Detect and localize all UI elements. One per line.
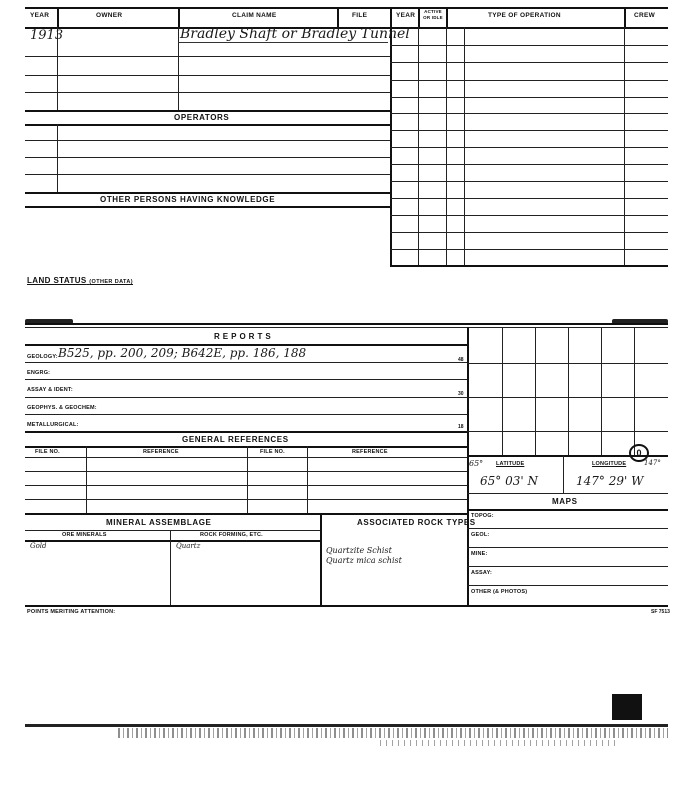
assay-label: ASSAY & IDENT: <box>27 387 73 393</box>
row-line <box>25 92 390 93</box>
divider <box>57 7 59 27</box>
scan-noise <box>118 728 668 738</box>
engrg-label: ENGRG: <box>27 370 51 376</box>
mineral-assemblage-title: MINERAL ASSEMBLAGE <box>106 518 212 527</box>
row-line <box>25 471 467 472</box>
operators-title: OPERATORS <box>174 113 230 122</box>
divider <box>446 7 448 27</box>
row-line <box>390 113 668 114</box>
divider <box>418 7 420 27</box>
land-status-sub: (OTHER DATA) <box>89 279 133 285</box>
row-line <box>25 499 467 500</box>
latitude-prefix: 65° <box>469 459 484 468</box>
row-line <box>390 198 668 199</box>
col-line <box>170 530 171 605</box>
header-active-or-idle: ACTIVE OR IDLE <box>423 9 443 20</box>
row-line <box>25 485 467 486</box>
associated-rock-2: Quartz mica schist <box>326 556 402 565</box>
associated-rock-1: Quartzite Schist <box>326 546 392 555</box>
col-line <box>446 27 447 265</box>
row-line <box>25 457 467 458</box>
col-line <box>178 27 179 110</box>
row-line <box>25 605 668 607</box>
maps-geol-label: GEOL: <box>471 532 490 538</box>
row-line <box>390 130 668 131</box>
header-file: FILE <box>352 12 368 19</box>
maps-other-label: OTHER (& PHOTOS) <box>471 589 528 595</box>
row-line <box>25 397 467 398</box>
row-line <box>467 528 668 529</box>
row-line <box>25 446 467 448</box>
col-line <box>57 124 58 192</box>
rock-forming-header: ROCK FORMING, ETC. <box>200 532 263 538</box>
row-line <box>25 75 390 76</box>
row-line <box>25 379 467 380</box>
row-line <box>25 513 467 515</box>
rock-forming-value: Quartz <box>176 542 201 550</box>
row-line <box>390 147 668 148</box>
geophys-label: GEOPHYS. & GEOCHEM: <box>27 405 97 411</box>
scan-noise <box>380 740 620 746</box>
row-line <box>467 585 668 586</box>
col-line <box>464 27 465 265</box>
land-status-text: LAND STATUS <box>27 276 87 285</box>
row-line <box>390 232 668 233</box>
reference-header: REFERENCE <box>143 449 179 455</box>
header-year-2: YEAR <box>396 12 416 19</box>
header-type-of-operation: TYPE OF OPERATION <box>488 12 561 19</box>
file-no-header: FILE NO. <box>35 449 60 455</box>
points-meriting-attention-label: POINTS MERITING ATTENTION: <box>27 609 116 615</box>
row-line <box>467 547 668 548</box>
maps-assay-label: ASSAY: <box>471 570 493 576</box>
longitude-suffix: 147° <box>644 459 661 467</box>
row-line <box>25 124 390 126</box>
longitude-label: LONGITUDE <box>592 461 627 467</box>
grid-col <box>502 327 503 455</box>
row-line <box>390 181 668 182</box>
col-line <box>247 446 248 513</box>
grid-col <box>634 327 635 455</box>
header-claim-name: CLAIM NAME <box>232 12 277 19</box>
land-status-label <box>27 276 133 285</box>
row-line <box>25 192 390 194</box>
top-border <box>25 7 668 9</box>
col-line <box>86 446 87 513</box>
row-line <box>390 97 668 98</box>
row-line <box>25 431 467 433</box>
col-line <box>307 446 308 513</box>
row-line <box>390 265 668 267</box>
reference-header-2: REFERENCE <box>352 449 388 455</box>
row-line <box>467 493 668 494</box>
file-no-header-2: FILE NO. <box>260 449 285 455</box>
row-line <box>390 215 668 216</box>
latitude-value: 65° 03' N <box>480 474 538 488</box>
geology-value: B525, pp. 200, 209; B642E, pp. 186, 188 <box>58 346 307 360</box>
associated-rock-types-title: ASSOCIATED ROCK TYPES <box>357 518 476 527</box>
margin-number: 48 <box>458 357 464 363</box>
header-crew: CREW <box>634 12 656 19</box>
row-line <box>390 249 668 250</box>
grid-col <box>601 327 602 455</box>
row-line <box>25 414 467 415</box>
row-line <box>25 362 467 363</box>
grid-row <box>467 397 668 398</box>
geology-label: GEOLOGY: <box>27 354 58 360</box>
row-line <box>25 110 390 112</box>
metallurgical-label: METALLURGICAL: <box>27 422 79 428</box>
row-line <box>25 157 390 158</box>
circled-mark: 0 <box>629 444 649 462</box>
row-line <box>467 566 668 567</box>
header-year: YEAR <box>30 12 50 19</box>
row-line <box>25 56 390 57</box>
bottom-top-border <box>25 323 668 325</box>
grid-col <box>535 327 536 455</box>
latitude-label: LATITUDE <box>496 461 525 467</box>
grid-col <box>568 327 569 455</box>
row-line <box>25 540 320 542</box>
col-line <box>418 27 419 265</box>
row-line <box>25 530 320 531</box>
lower-edge <box>25 724 668 727</box>
margin-number: 30 <box>458 391 464 397</box>
header-owner: OWNER <box>96 12 123 19</box>
row-line <box>390 45 668 46</box>
claim-name-value: Bradley Shaft or Bradley Tunnel <box>180 26 410 42</box>
margin-number: 18 <box>458 424 464 430</box>
claim-year-value: 1913 <box>30 28 64 43</box>
row-line <box>390 80 668 81</box>
bottom-top-border-2 <box>25 327 668 328</box>
form-number: SF 7513 <box>651 609 670 615</box>
divider <box>178 7 180 27</box>
grid-row <box>467 363 668 364</box>
col-line <box>624 27 625 265</box>
maps-topog-label: TOPOG: <box>471 513 494 519</box>
maps-title: MAPS <box>552 497 578 506</box>
grid-row <box>467 431 668 432</box>
row-line <box>25 206 390 208</box>
general-references-title: GENERAL REFERENCES <box>182 435 289 444</box>
longitude-value: 147° 29' W <box>576 474 644 488</box>
lat-long-divider <box>563 455 564 493</box>
maps-mine-label: MINE: <box>471 551 488 557</box>
col-line <box>320 513 322 605</box>
reports-title: REPORTS <box>214 332 274 341</box>
row-line <box>390 164 668 165</box>
ore-mineral-value: Gold <box>30 542 47 550</box>
divider <box>624 7 626 27</box>
row-line <box>390 62 668 63</box>
row-line <box>25 140 390 141</box>
divider <box>337 7 339 27</box>
row-line <box>467 509 668 511</box>
row-line <box>25 174 390 175</box>
other-persons-title: OTHER PERSONS HAVING KNOWLEDGE <box>100 195 276 204</box>
claim-underline <box>178 42 388 43</box>
ore-minerals-header: ORE MINERALS <box>62 532 107 538</box>
black-tab-mark <box>612 694 642 720</box>
